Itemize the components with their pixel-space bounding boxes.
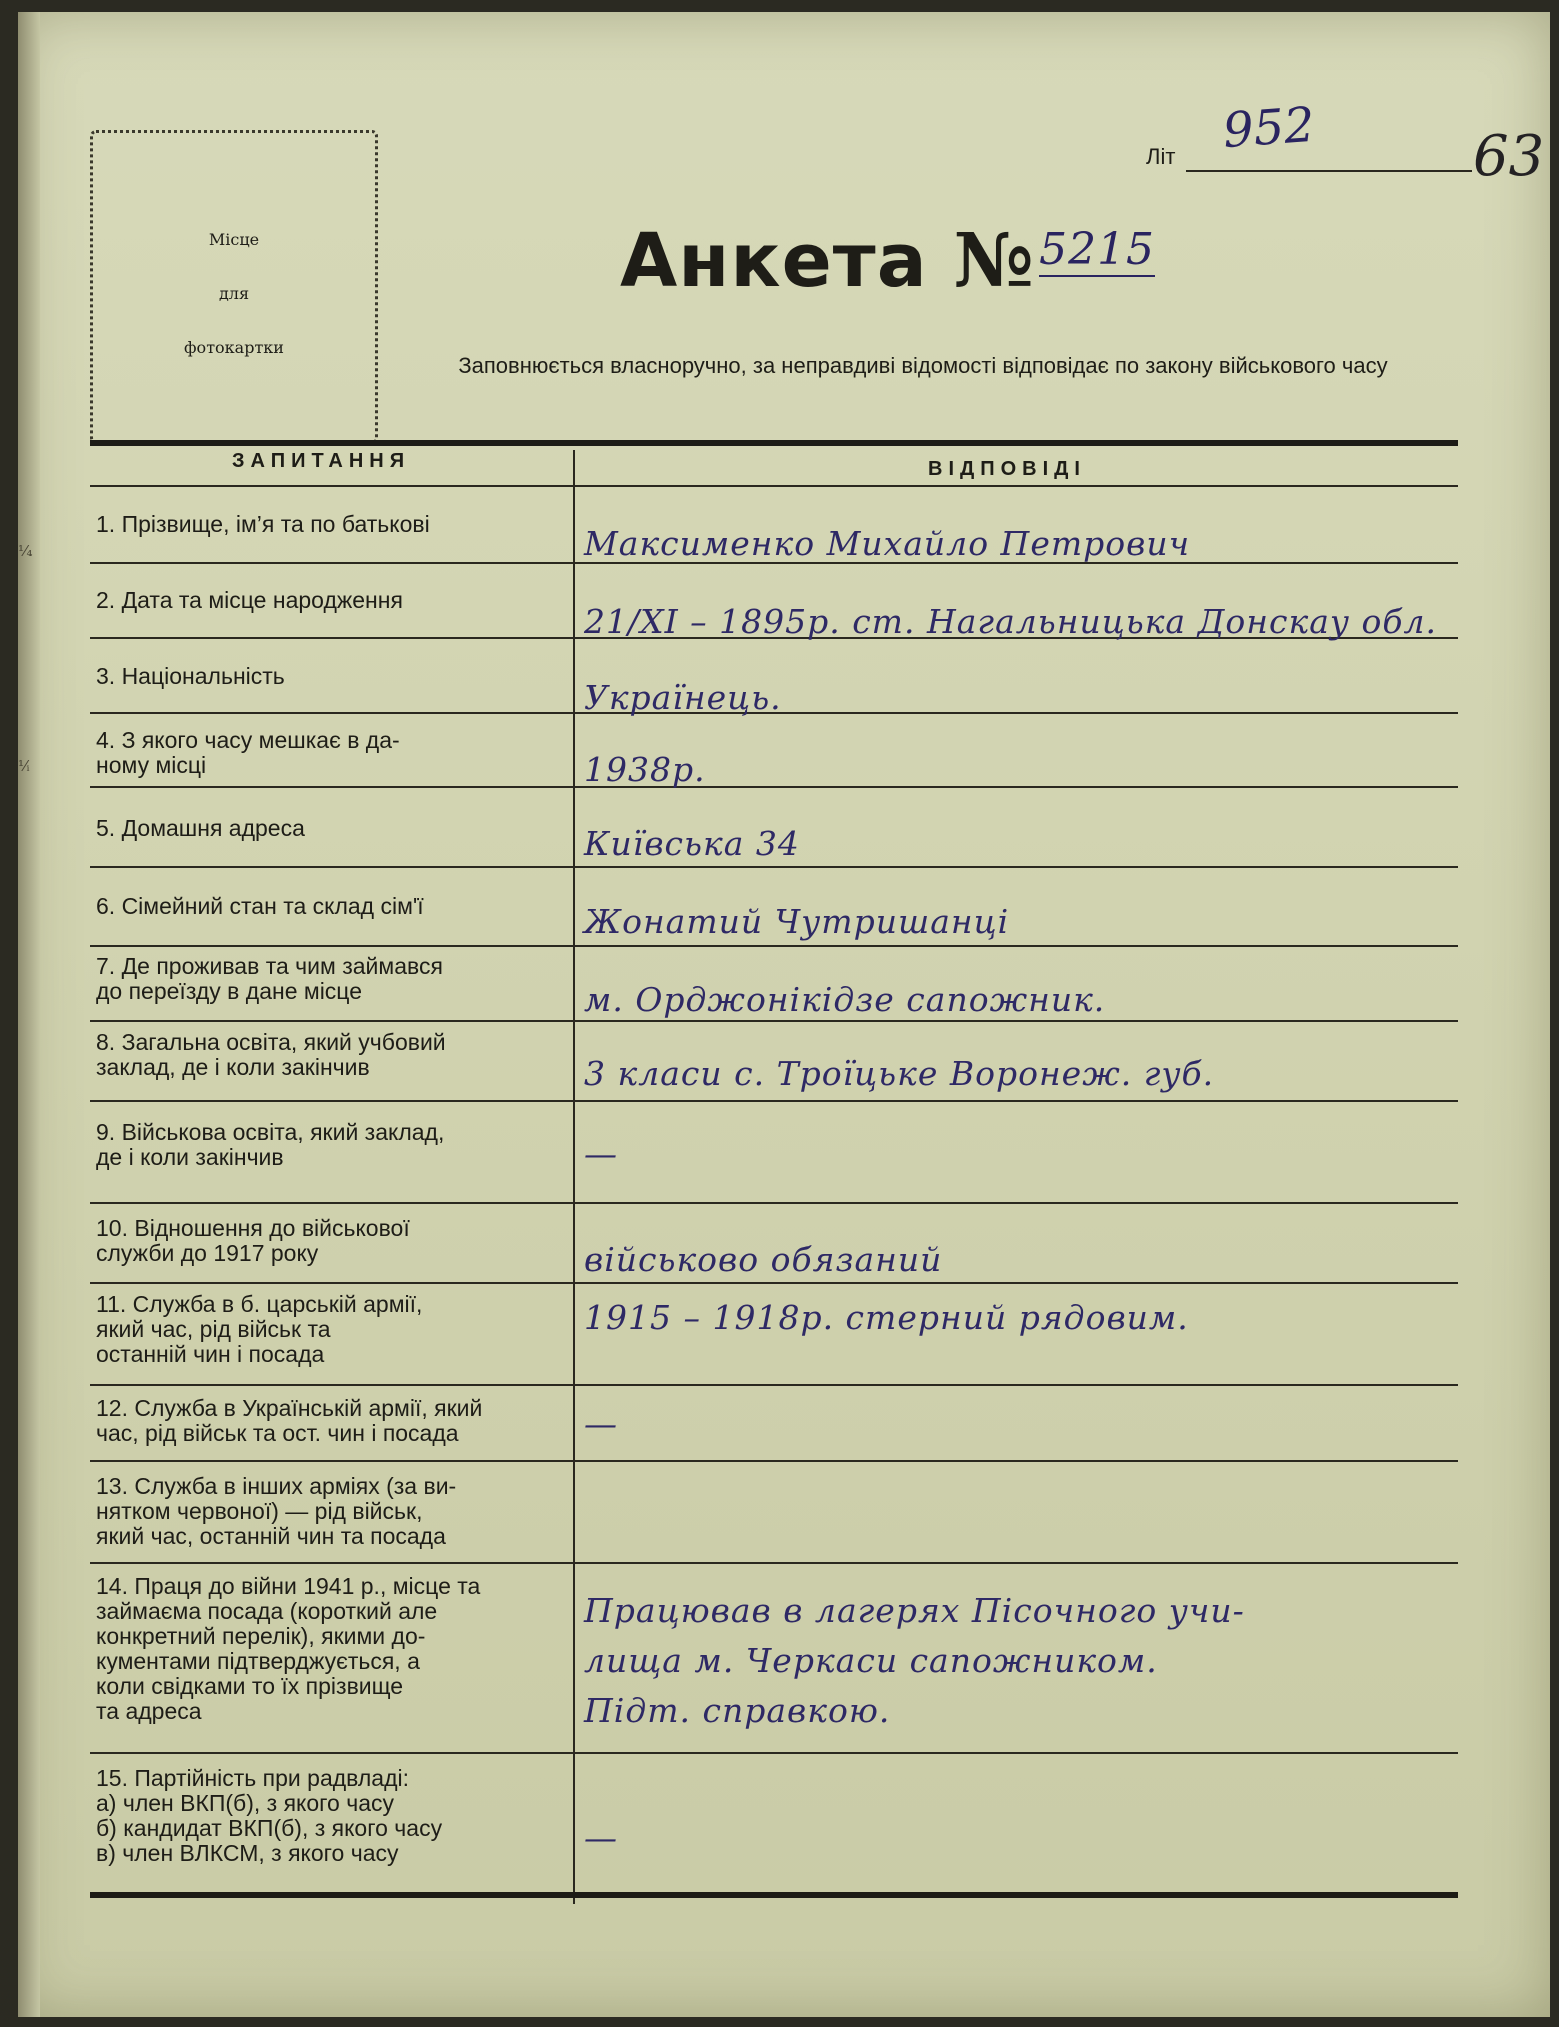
question-8: 8. Загальна освіта, який учбовий заклад, де і коли закінчив <box>96 1029 446 1080</box>
answer-6: Жонатий Чутришанці <box>584 902 1010 941</box>
row-rule <box>90 485 1458 487</box>
photo-label-line: фотокартки <box>184 338 284 357</box>
column-divider <box>573 450 575 1904</box>
answer-4: 1938р. <box>584 750 706 789</box>
header-questions: ЗАПИТАННЯ <box>232 450 411 472</box>
row-rule <box>90 1460 1458 1462</box>
row-rule <box>90 945 1458 947</box>
photo-label-line: для <box>218 284 250 303</box>
answer-12: — <box>584 1404 618 1443</box>
question-11: 11. Служба в б. царській армії, який час, рід військ та останній чин і посада <box>96 1291 423 1367</box>
margin-mark: ¹⁄₄ <box>18 542 33 560</box>
answer-9: — <box>584 1134 618 1173</box>
row-rule <box>90 1282 1458 1284</box>
question-7: 7. Де проживав та чим займався до переїзду в дане місце <box>96 953 443 1004</box>
question-15: 15. Партійність при радвладі: а) член ВКП(б), з якого часу б) кандидат ВКП(б), з якого часу в) член ВЛКСМ, з якого часу <box>96 1765 443 1866</box>
photo-placeholder <box>90 130 378 444</box>
question-5: 5. Домашня адреса <box>96 815 305 841</box>
answer-7: м. Орджонікідзе сапожник. <box>584 980 1106 1019</box>
answer-3: Українець. <box>584 678 782 717</box>
row-rule <box>90 1100 1458 1102</box>
question-3: 3. Національність <box>96 663 285 689</box>
header-answers: ВІДПОВІДІ <box>928 458 1086 480</box>
answer-15: — <box>584 1818 618 1857</box>
question-1: 1. Прізвище, ім’я та по батькові <box>96 511 430 537</box>
binding-edge <box>18 12 40 2017</box>
answer-14: Працював в лагерях Пісочного учи- лища м. Черкаси сапожником. Підт. справкою. <box>584 1591 1245 1730</box>
form-title <box>620 218 1155 304</box>
answer-8: 3 класи с. Троїцьке Воронеж. губ. <box>584 1054 1215 1093</box>
question-6: 6. Сімейний стан та склад сім'ї <box>96 893 424 919</box>
row-rule <box>90 1384 1458 1386</box>
photo-placeholder-label <box>93 213 375 375</box>
sheet-number: 63 <box>1473 124 1545 189</box>
row-rule <box>90 866 1458 868</box>
number-sign: № <box>953 218 1036 304</box>
answer-11: 1915 – 1918р. стерний рядовим. <box>584 1298 1189 1337</box>
answer-5: Київська 34 <box>584 824 800 863</box>
lit-number: 952 <box>1221 96 1317 160</box>
question-9: 9. Військова освіта, який заклад, де і коли закінчив <box>96 1119 445 1170</box>
question-14: 14. Праця до війни 1941 р., місце та займаєма посада (короткий але конкретний перелік), якими до- кументами підтверджується, а коли свідками то їх прізвище та адреса <box>96 1573 481 1724</box>
question-12: 12. Служба в Українській армії, який час, рід військ та ост. чин і посада <box>96 1395 483 1446</box>
form-number: 5215 <box>1039 224 1156 275</box>
row-rule <box>90 1562 1458 1564</box>
answer-10: військово обязаний <box>584 1240 943 1279</box>
document-sheet <box>18 12 1550 2017</box>
lit-label: Літ <box>1146 144 1176 169</box>
form-subtitle: Заповнюється власноручно, за неправдиві відомості відповідає по закону військового часу <box>458 353 1388 378</box>
question-10: 10. Відношення до військової служби до 1917 року <box>96 1215 410 1266</box>
margin-mark: ¹⁄ᵢ <box>18 757 30 775</box>
question-2: 2. Дата та місце народження <box>96 587 403 613</box>
row-rule <box>90 1752 1458 1754</box>
row-rule <box>90 1202 1458 1204</box>
table-bottom-rule <box>90 1892 1458 1898</box>
photo-label-line: Місце <box>208 230 260 249</box>
question-13: 13. Служба в інших арміях (за ви- нятком червоної) — рід військ, який час, останній чин та посада <box>96 1473 457 1549</box>
question-4: 4. З якого часу мешкає в да- ному місці <box>96 727 400 778</box>
lit-underline <box>1186 170 1472 172</box>
answer-2: 21/XI – 1895р. ст. Нагальницька Донскау обл. <box>584 602 1438 641</box>
form-title-word: Анкета <box>620 218 928 304</box>
answer-1: Максименко Михайло Петрович <box>584 524 1191 563</box>
table-top-rule <box>90 440 1458 446</box>
